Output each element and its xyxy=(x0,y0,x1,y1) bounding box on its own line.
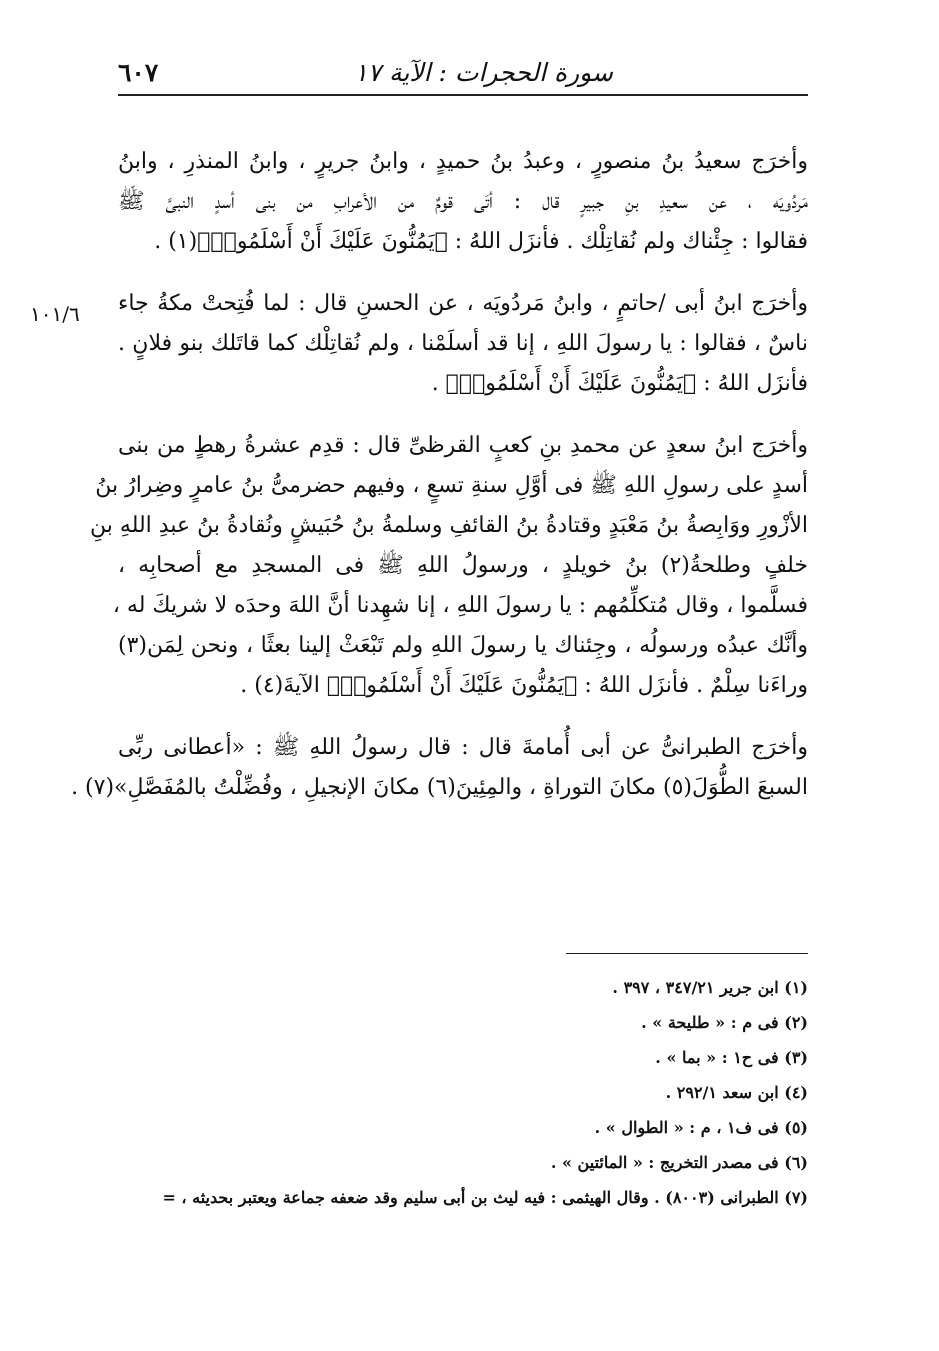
footnotes xyxy=(100,970,808,1215)
running-title: سورة الحجرات : الآية ١٧ xyxy=(354,58,613,87)
footnote: (٦) فى مصدر التخريج : « المائتين » . xyxy=(550,1153,808,1172)
text-line: الأزْورِ ووَابِصةُ بنُ مَعْبَدٍ وقتادةُ بنُ القائفِ وسلمةُ بنُ حُبَيشٍ ونُقادةُ بنُ عبدِ اللهِ بنِ xyxy=(90,513,808,538)
paragraph xyxy=(90,426,808,706)
page-header xyxy=(118,52,808,96)
footnote: (٢) فى م : « طليحة » . xyxy=(641,1013,808,1032)
main-text xyxy=(71,142,808,830)
footnote-separator xyxy=(566,953,808,954)
paragraph xyxy=(118,284,808,404)
text-line: وأنَّك عبدُه ورسولُه ، وجِئناك يا رسولَ اللهِ ولم تَبْعَثْ إلينا بعثًا ، ونحن لِمَن(٣) xyxy=(118,633,808,658)
footnote: (١) ابن جرير ٣٤٧/٢١ ، ٣٩٧ . xyxy=(612,978,808,997)
paragraph xyxy=(71,728,808,808)
footnote: (٥) فى ف١ ، م : « الطوال » . xyxy=(594,1118,808,1137)
text-line: وأخرَج الطبرانىُّ عن أبى أُمامةَ قال : قال رسولُ اللهِ ﷺ : «أعطانى ربِّى xyxy=(118,735,808,760)
text-line: أسدٍ على رسولِ اللهِ ﷺ فى أوَّلِ سنةِ تسعٍ ، وفيهم حضرمىُّ بنُ عامرٍ وضِرارُ بنُ xyxy=(95,473,808,498)
header-rule xyxy=(118,94,808,96)
text-line: فأنزَل اللهُ : ﴿يَمُنُّونَ عَلَيْكَ أَنْ أَسْلَمُوا۟﴾ . xyxy=(431,371,808,396)
footnote: (٧) الطبرانى (٨٠٠٣) . وقال الهيثمى : فيه ليث بن أبى سليم وقد ضعفه جماعة ويعتبر بحديثه ، = xyxy=(162,1188,808,1207)
text-line: وأخرَج ابنُ أبى /حاتمٍ ، وابنُ مَردُويَه ، عن الحسنِ قال : لما فُتِحتْ مكةُ جاء xyxy=(118,291,808,316)
text-line: خلفٍ وطلحةُ(٢) بنُ خويلدٍ ، ورسولُ اللهِ ﷺ فى المسجدِ مع أصحابِه ، xyxy=(118,553,808,578)
text-line: فسلَّموا ، وقال مُتكلِّمُهم : يا رسولَ اللهِ ، إنا شهِدنا أنَّ اللهَ وحدَه لا شريكَ له ، xyxy=(112,593,808,618)
text-line: فقالوا : جِئْناك ولم نُقاتِلْك . فأنزَل اللهُ : ﴿يَمُنُّونَ عَلَيْكَ أَنْ أَسْلَمُوا۟﴾(١) . xyxy=(154,229,808,254)
page-number: ٦٠٧ xyxy=(118,58,159,87)
text-line: السبعَ الطُّوَلَ(٥) مكانَ التوراةِ ، والمِئِينَ(٦) مكانَ الإنجيلِ ، وفُضِّلْتُ بالمُفَصَّلِ»(٧) . xyxy=(71,775,808,800)
text-line: وأخرَج سعيدُ بنُ منصورٍ ، وعبدُ بنُ حميدٍ ، وابنُ جريرٍ ، وابنُ المنذرِ ، وابنُ xyxy=(118,149,808,174)
footnote: (٣) فى ح١ : « بما » . xyxy=(655,1048,808,1067)
paragraph xyxy=(118,142,808,262)
text-line: ناسٌ ، فقالوا : يا رسولَ اللهِ ، إنا قد أسلَمْنا ، ولم نُقاتِلْك كما قاتَلك بنو فلانٍ . xyxy=(118,331,808,356)
margin-reference: ١٠١/٦ xyxy=(30,302,80,326)
text-line: وأخرَج ابنُ سعدٍ عن محمدِ بنِ كعبٍ القرظىِّ قال : قدِم عشرةُ رهطٍ من بنى xyxy=(118,433,808,458)
footnote: (٤) ابن سعد ٢٩٢/١ . xyxy=(665,1083,808,1102)
text-line: وراءَنا سِلْمٌ . فأنزَل اللهُ : ﴿يَمُنُّونَ عَلَيْكَ أَنْ أَسْلَمُوا۟﴾ الآيةَ(٤) . xyxy=(240,673,808,698)
text-line: مَردُويَه ، عن سعيدِ بنِ جبيرٍ قال : أتَى قومٌ من الأعرابِ من بنى أسدٍ النبىَّ ﷺ xyxy=(118,189,808,214)
